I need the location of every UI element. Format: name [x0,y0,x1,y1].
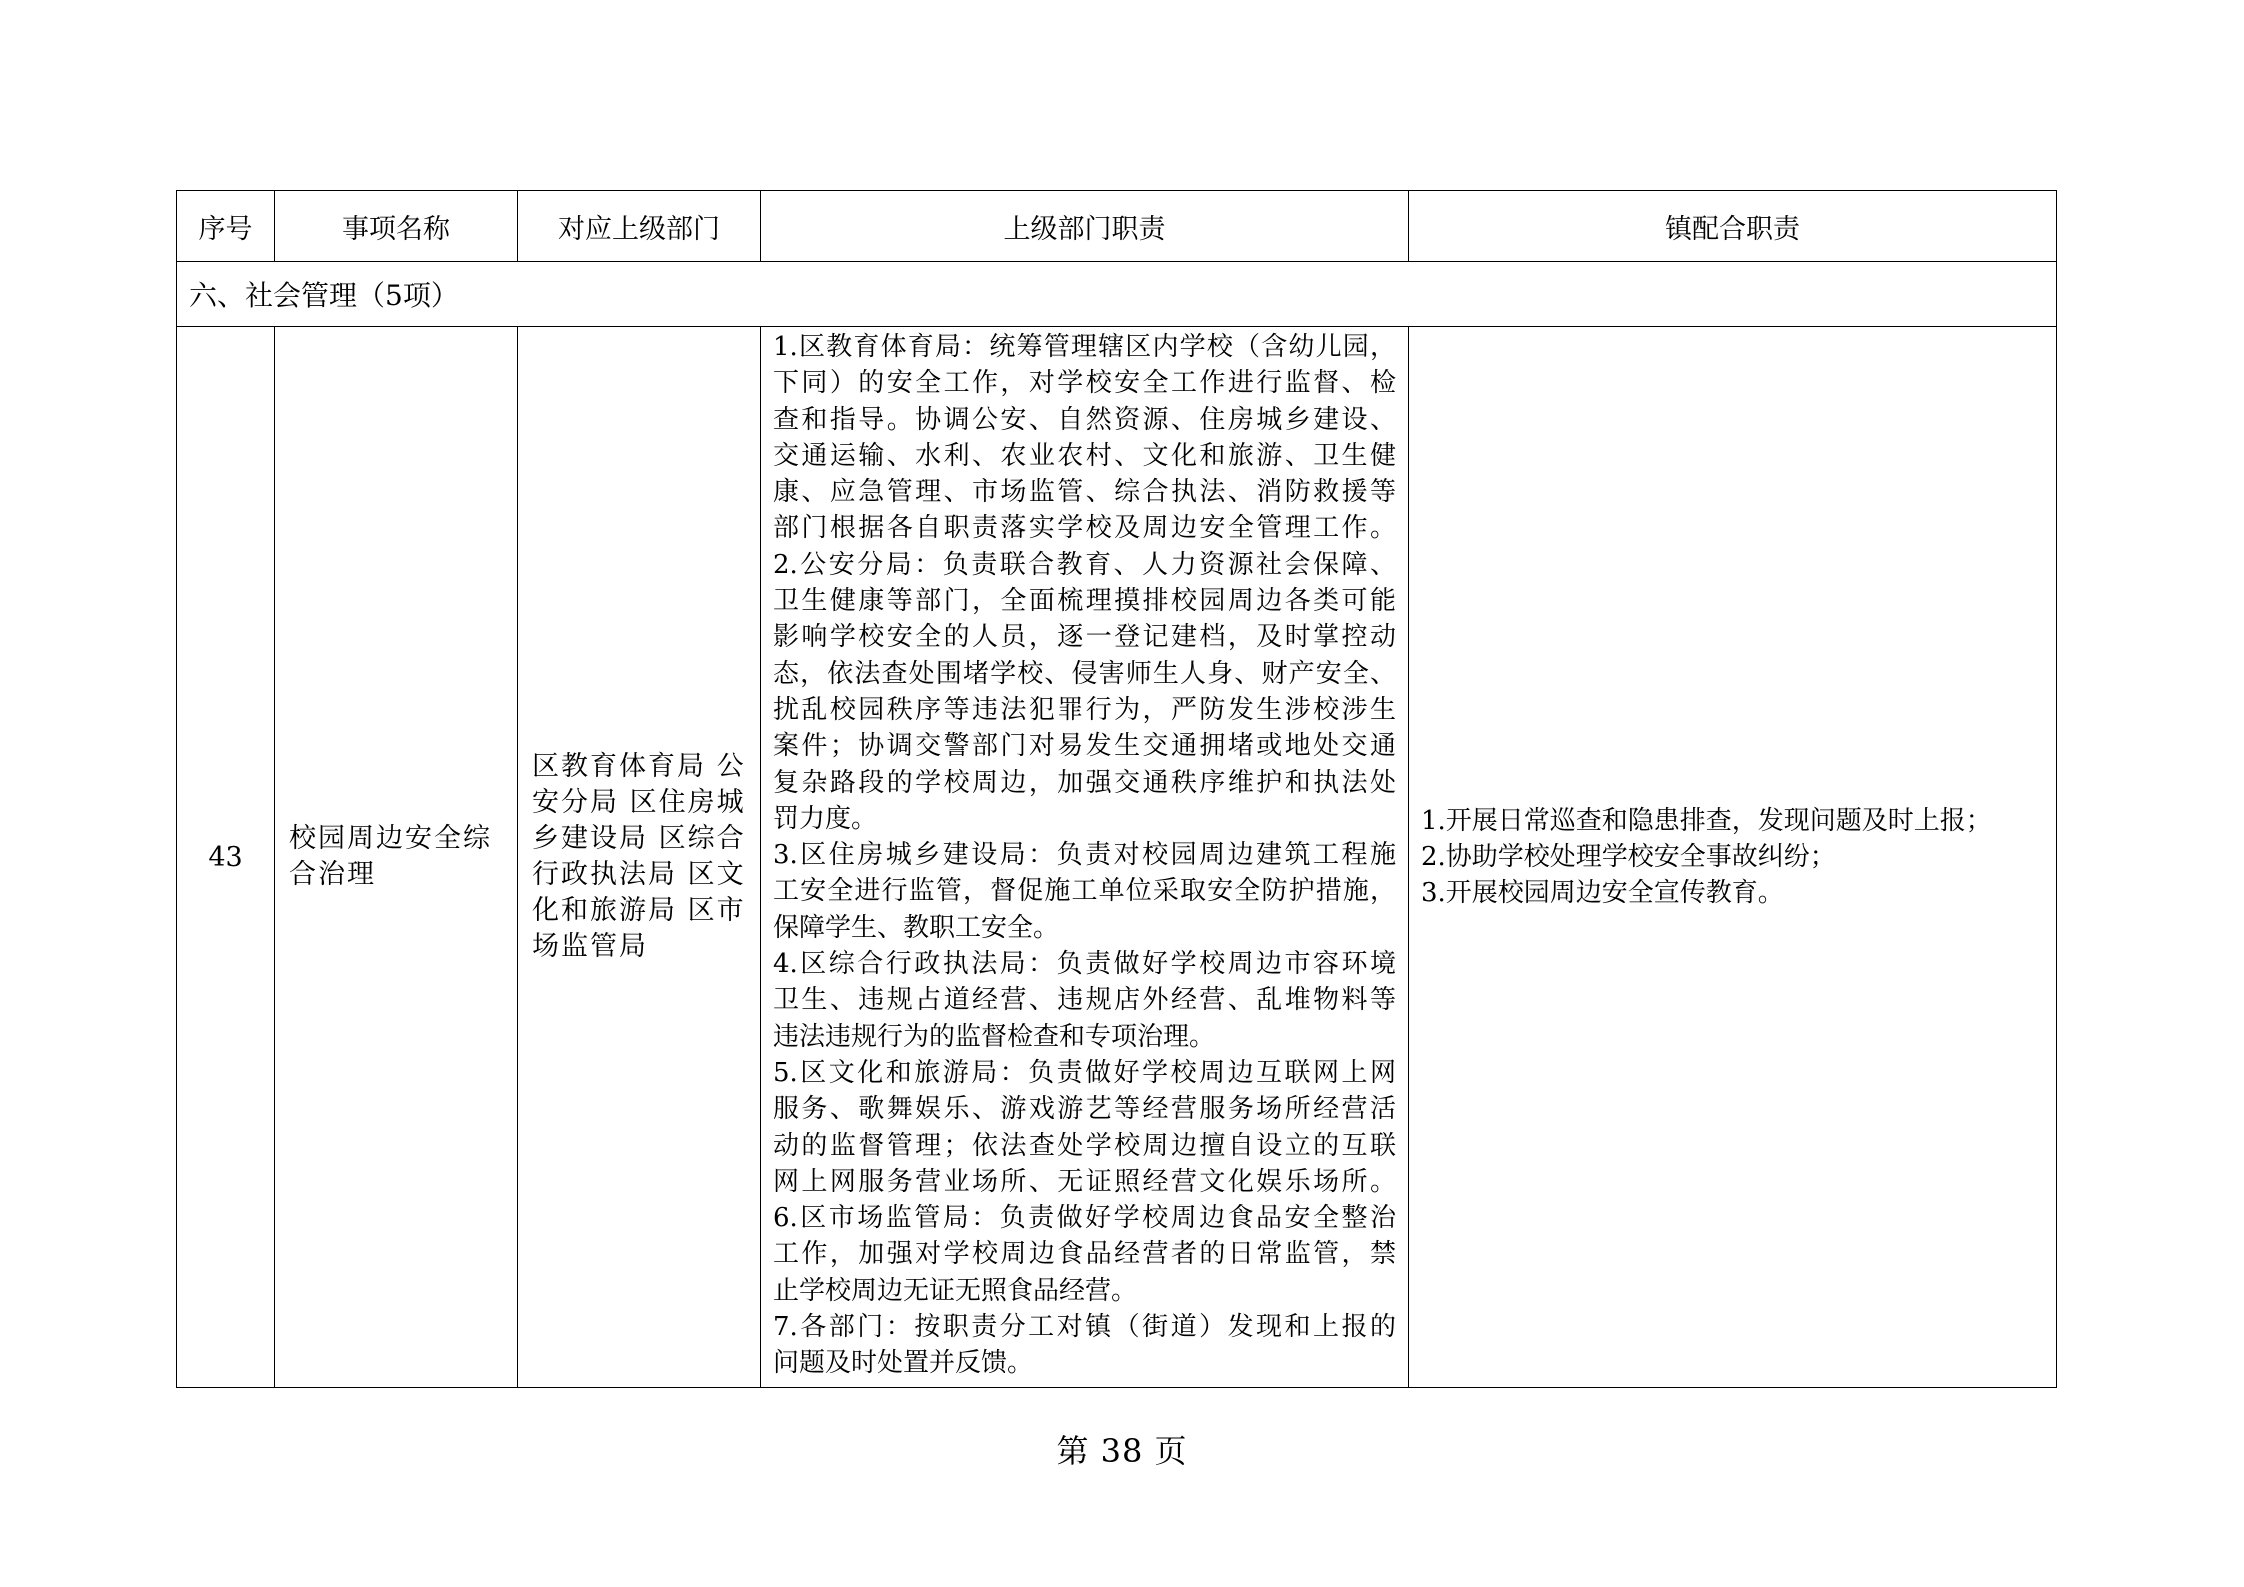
superior-duty-line: 违法违规行为的监督检查和专项治理。 [773,1021,1216,1052]
superior-duty-line: 罚力度。 [773,803,878,834]
superior-duty-line: 6.区市场监管局：负责做好学校周边食品安全整治 [773,1203,1396,1234]
superior-duty-line: 7.各部门：按职责分工对镇（街道）发现和上报的 [773,1312,1396,1343]
table-header-row [177,191,2057,262]
row-town-duties [1409,327,2057,1388]
superior-duty-line: 态，依法查处围堵学校、侵害师生人身、财产安全、 [773,658,1396,689]
superior-duty-line: 卫生、违规占道经营、违规店外经营、乱堆物料等 [773,985,1396,1016]
header-superior-department: 对应上级部门 [518,191,761,262]
superior-duty-line: 卫生健康等部门，全面梳理摸排校园周边各类可能 [773,586,1396,617]
header-town-duties: 镇配合职责 [1409,191,2057,262]
superior-duty-line: 案件；协调交警部门对易发生交通拥堵或地处交通 [773,731,1396,762]
superior-duty-line: 服务、歌舞娱乐、游戏游艺等经营服务场所经营活 [773,1094,1396,1125]
superior-duty-line: 查和指导。协调公安、自然资源、住房城乡建设、 [773,404,1396,435]
town-duty-line: 1.开展日常巡查和隐患排查，发现问题及时上报； [1421,806,1992,836]
superior-duty-line: 交通运输、水利、农业农村、文化和旅游、卫生健 [773,440,1396,471]
superior-duty-line: 5.区文化和旅游局：负责做好学校周边互联网上网 [773,1057,1396,1088]
superior-duty-line: 下同）的安全工作，对学校安全工作进行监督、检 [773,368,1396,399]
row-seq: 43 [177,327,275,1388]
superior-duty-line: 工作，加强对学校周边食品经营者的日常监管，禁 [773,1239,1396,1270]
header-item-name: 事项名称 [275,191,518,262]
superior-duty-line: 1.区教育体育局：统筹管理辖区内学校（含幼儿园， [773,332,1396,362]
row-superior-duties [761,327,1409,1388]
superior-duty-line: 问题及时处置并反馈。 [773,1348,1034,1379]
superior-duty-line: 动的监督管理；依法查处学校周边擅自设立的互联 [773,1130,1396,1161]
superior-duty-line: 康、应急管理、市场监管、综合执法、消防救援等 [773,477,1396,508]
section-title: 六、社会管理（5项） [177,262,2057,327]
row-departments: 区教育体育局 公安分局 区住房城乡建设局 区综合行政执法局 区文化和旅游局 区市场监管局 [518,327,761,1388]
superior-duty-line: 部门根据各自职责落实学校及周边安全管理工作。 [773,513,1396,544]
town-duty-line: 2.协助学校处理学校安全事故纠纷； [1421,842,1836,872]
superior-duty-line: 4.区综合行政执法局：负责做好学校周边市容环境 [773,949,1396,980]
table-row [177,327,2057,1388]
page-number: 第 38 页 [1056,1432,1188,1470]
superior-duty-line: 止学校周边无证无照食品经营。 [773,1275,1138,1306]
superior-duty-line: 工安全进行监管，督促施工单位采取安全防护措施， [773,876,1396,907]
header-seq: 序号 [177,191,275,262]
superior-duty-line: 复杂路段的学校周边，加强交通秩序维护和执法处 [773,767,1396,798]
superior-duty-line: 保障学生、教职工安全。 [773,912,1060,943]
section-row [177,262,2057,327]
superior-duty-line: 3.区住房城乡建设局：负责对校园周边建筑工程施 [773,840,1396,871]
superior-duty-line: 扰乱校园秩序等违法犯罪行为，严防发生涉校涉生 [773,694,1396,725]
header-superior-duties: 上级部门职责 [761,191,1409,262]
town-duty-line: 3.开展校园周边安全宣传教育。 [1421,878,1784,908]
responsibility-table [176,190,2057,1388]
superior-duty-line: 网上网服务营业场所、无证照经营文化娱乐场所。 [773,1166,1396,1197]
superior-duty-line: 2.公安分局：负责联合教育、人力资源社会保障、 [773,549,1396,580]
superior-duty-line: 影响学校安全的人员，逐一登记建档，及时掌控动 [773,622,1396,653]
row-item-name: 校园周边安全综合治理 [275,327,518,1388]
